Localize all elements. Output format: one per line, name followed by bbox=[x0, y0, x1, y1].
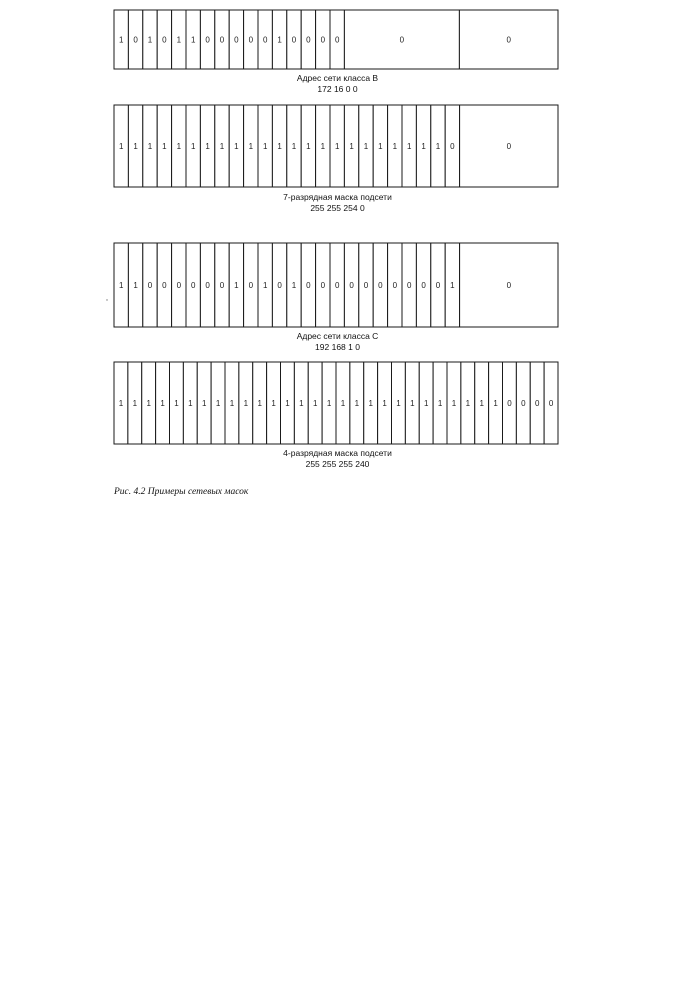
bit-value: 0 bbox=[147, 281, 153, 291]
bit-value: 1 bbox=[162, 142, 167, 152]
bit-value: 0 bbox=[306, 35, 311, 45]
bit-value: 1 bbox=[133, 281, 138, 291]
bit-value: 1 bbox=[176, 142, 182, 152]
bit-value: 1 bbox=[262, 281, 268, 291]
bit-value: 0 bbox=[363, 281, 369, 291]
bit-value: 1 bbox=[493, 399, 498, 409]
caption-mask-7bit-title: 7-разрядная маска подсети bbox=[283, 192, 392, 202]
bit-value: 1 bbox=[147, 35, 153, 45]
bit-value: 0 bbox=[205, 281, 210, 291]
bit-value: 0 bbox=[507, 399, 512, 409]
caption-mask-4bit bbox=[0, 448, 675, 470]
octet-value: 0 bbox=[506, 142, 512, 152]
bit-value: 1 bbox=[262, 142, 268, 152]
bit-value: 1 bbox=[234, 142, 239, 152]
bit-value: 1 bbox=[229, 399, 235, 409]
bit-value: 1 bbox=[423, 399, 429, 409]
bit-value: 1 bbox=[118, 399, 124, 409]
bit-value: 1 bbox=[291, 142, 297, 152]
bit-row-mask-4bit bbox=[114, 362, 558, 444]
bit-value: 0 bbox=[133, 35, 138, 45]
bit-value: 1 bbox=[176, 35, 182, 45]
bit-value: 1 bbox=[354, 399, 360, 409]
bit-value: 1 bbox=[132, 399, 138, 409]
bit-value: 0 bbox=[219, 281, 225, 291]
bit-value: 1 bbox=[215, 399, 221, 409]
bit-value: 0 bbox=[291, 35, 297, 45]
bit-value: 0 bbox=[421, 281, 426, 291]
bit-value: 1 bbox=[396, 399, 401, 409]
bit-value: 0 bbox=[548, 399, 554, 409]
bit-value: 1 bbox=[299, 399, 304, 409]
bit-value: 1 bbox=[450, 281, 455, 291]
bit-value: 0 bbox=[190, 281, 196, 291]
bit-value: 1 bbox=[421, 142, 426, 152]
scan-speck bbox=[106, 299, 107, 300]
octet-value: 0 bbox=[506, 281, 512, 291]
bit-value: 1 bbox=[118, 142, 124, 152]
bit-value: 1 bbox=[326, 399, 332, 409]
bit-value: 1 bbox=[435, 142, 441, 152]
bit-value: 1 bbox=[118, 35, 124, 45]
bit-value: 1 bbox=[291, 281, 297, 291]
bit-value: 1 bbox=[174, 399, 179, 409]
bit-value: 0 bbox=[234, 35, 239, 45]
bit-value: 1 bbox=[406, 142, 412, 152]
bit-value: 1 bbox=[248, 142, 254, 152]
bit-value: 0 bbox=[262, 35, 268, 45]
bit-value: 1 bbox=[465, 399, 471, 409]
bit-value: 0 bbox=[406, 281, 412, 291]
bit-value: 0 bbox=[392, 281, 398, 291]
octet-value: 0 bbox=[506, 35, 511, 45]
bit-value: 1 bbox=[320, 142, 326, 152]
bit-row-class-b-address bbox=[114, 10, 558, 69]
bit-value: 0 bbox=[320, 35, 326, 45]
bit-value: 1 bbox=[306, 142, 311, 152]
caption-mask-7bit bbox=[0, 192, 675, 214]
bit-value: 1 bbox=[205, 142, 210, 152]
bit-value: 1 bbox=[349, 142, 354, 152]
bit-value: 0 bbox=[219, 35, 225, 45]
caption-class-c bbox=[0, 331, 675, 353]
caption-class-b bbox=[0, 73, 675, 95]
bit-value: 1 bbox=[340, 399, 346, 409]
bit-value: 0 bbox=[450, 142, 455, 152]
bit-value: 1 bbox=[234, 281, 239, 291]
caption-mask-7bit-value: 255 255 254 0 bbox=[310, 203, 365, 213]
bit-value: 1 bbox=[368, 399, 373, 409]
bit-value: 1 bbox=[190, 35, 196, 45]
bit-value: 1 bbox=[363, 142, 369, 152]
bit-value: 1 bbox=[160, 399, 165, 409]
bit-value: 0 bbox=[534, 399, 540, 409]
bit-value: 0 bbox=[378, 281, 383, 291]
bit-value: 1 bbox=[188, 399, 193, 409]
bit-value: 0 bbox=[306, 281, 311, 291]
bit-value: 0 bbox=[277, 281, 282, 291]
bit-value: 1 bbox=[277, 142, 282, 152]
bit-value: 1 bbox=[243, 399, 249, 409]
bit-value: 1 bbox=[219, 142, 225, 152]
bit-row-mask-7bit bbox=[114, 105, 558, 187]
caption-class-b-title: Адрес сети класса B bbox=[296, 73, 379, 83]
bit-value: 0 bbox=[334, 281, 340, 291]
figure-caption: Рис. 4.2 Примеры сетевых масок bbox=[114, 487, 249, 497]
bit-value: 0 bbox=[521, 399, 526, 409]
bit-value: 1 bbox=[133, 142, 138, 152]
bit-value: 1 bbox=[312, 399, 318, 409]
bit-value: 1 bbox=[271, 399, 276, 409]
bit-value: 0 bbox=[349, 281, 354, 291]
caption-mask-4bit-value: 255 255 255 240 bbox=[305, 459, 370, 469]
bit-value: 1 bbox=[201, 399, 207, 409]
octet-value: 0 bbox=[399, 35, 405, 45]
bit-value: 0 bbox=[176, 281, 182, 291]
bit-value: 0 bbox=[248, 35, 254, 45]
bit-row-class-c-address bbox=[114, 243, 558, 327]
bit-value: 0 bbox=[435, 281, 441, 291]
bit-value: 0 bbox=[205, 35, 210, 45]
bit-value: 1 bbox=[479, 399, 484, 409]
bit-value: 1 bbox=[277, 35, 282, 45]
bit-value: 0 bbox=[248, 281, 254, 291]
bit-value: 0 bbox=[320, 281, 326, 291]
bit-value: 1 bbox=[451, 399, 457, 409]
bit-value: 1 bbox=[392, 142, 398, 152]
bit-value: 1 bbox=[334, 142, 340, 152]
bit-value: 1 bbox=[437, 399, 443, 409]
bit-value: 1 bbox=[190, 142, 196, 152]
bit-value: 1 bbox=[118, 281, 124, 291]
bit-value: 1 bbox=[382, 399, 387, 409]
caption-mask-4bit-title: 4-разрядная маска подсети bbox=[283, 448, 392, 458]
bit-value: 1 bbox=[147, 142, 153, 152]
bit-value: 1 bbox=[285, 399, 290, 409]
caption-class-c-value: 192 168 1 0 bbox=[315, 342, 360, 352]
caption-class-b-value: 172 16 0 0 bbox=[317, 84, 358, 94]
bit-value: 1 bbox=[257, 399, 262, 409]
bit-value: 0 bbox=[334, 35, 340, 45]
caption-class-c-title: Адрес сети класса C bbox=[296, 331, 379, 341]
bit-value: 1 bbox=[146, 399, 151, 409]
bit-value: 1 bbox=[378, 142, 383, 152]
bit-value: 0 bbox=[162, 281, 167, 291]
bit-value: 0 bbox=[162, 35, 167, 45]
bit-value: 1 bbox=[410, 399, 415, 409]
